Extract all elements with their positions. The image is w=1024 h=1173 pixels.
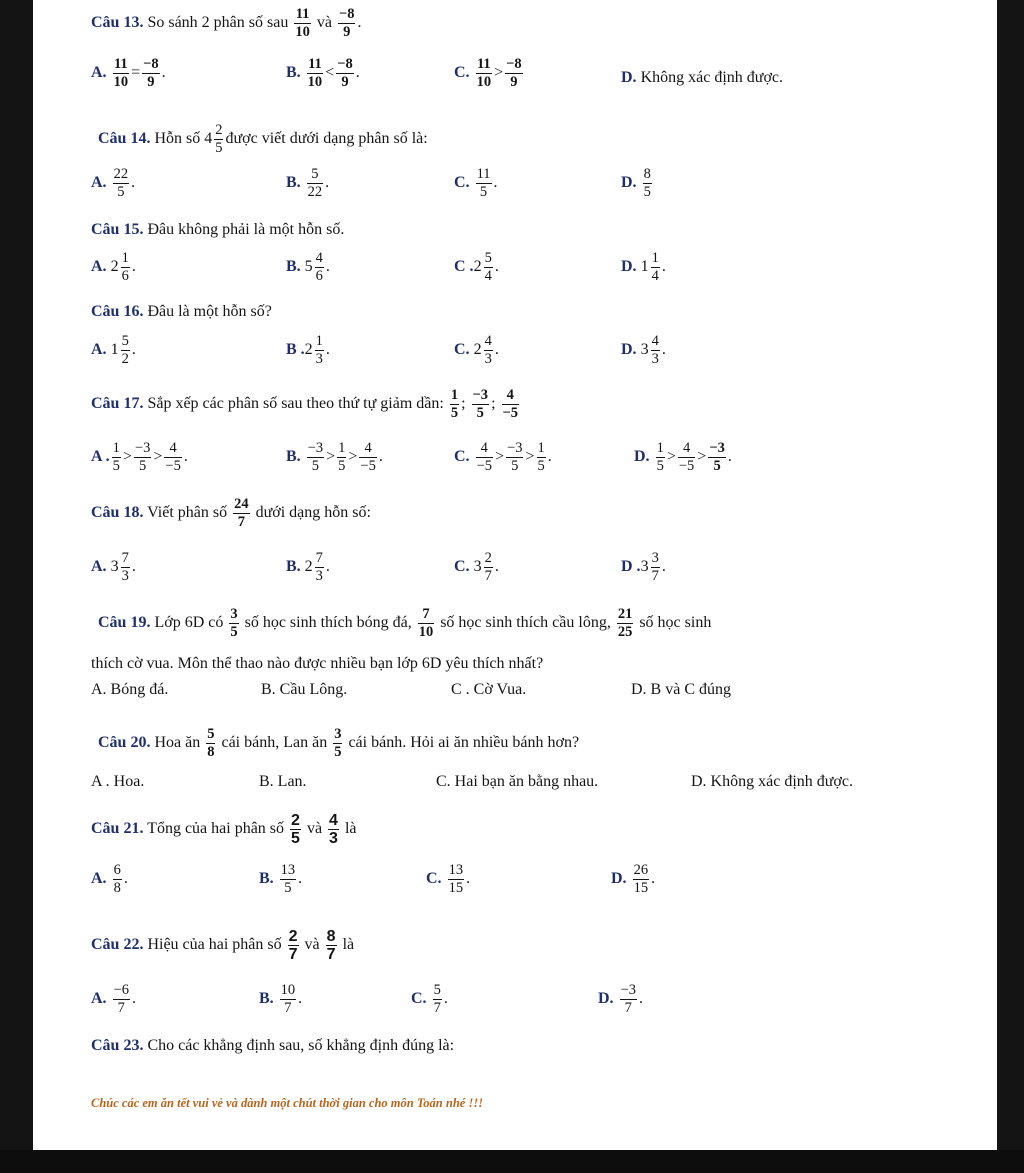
option-b: B. $\frac{11}{10}$ < $\frac{-8}{9}$ . (286, 56, 360, 90)
question-19-line2: thích cờ vua. Môn thể thao nào được nhiều bạn lớp 6D yêu thích nhất? (91, 655, 544, 672)
option-a: A . Hoa. (91, 773, 145, 790)
question-label: Câu 13. (91, 14, 144, 32)
worksheet-page (33, 0, 997, 1150)
option-a: A. 1 $\frac{5}{2}$ . (91, 333, 136, 367)
question-18: Câu 18. Viết phân số $\frac{24}{7}$ dưới dạng hỗn số: (91, 496, 371, 530)
option-b: B. Cầu Lông. (261, 681, 348, 698)
option-a: A. $\frac{11}{10}$ = $\frac{-8}{9}$ . (91, 56, 166, 90)
option-a: A. $\frac{22}{5}$ . (91, 166, 136, 200)
option-b: B. Lan. (259, 773, 307, 790)
option-c: C. 2 $\frac{4}{3}$ . (454, 333, 499, 367)
option-a: A. 2 $\frac{1}{6}$ . (91, 250, 136, 284)
question-19: Câu 19. Lớp 6D có $\frac{3}{5}$ số học sinh thích bóng đá, $\frac{7}{10}$ số học sinh thích cầu lông, $\frac{21}{25}$ số học sinh (98, 606, 712, 640)
option-c: C . Cờ Vua. (451, 681, 527, 698)
option-b: B .2 $\frac{1}{3}$ . (286, 333, 330, 367)
question-13: Câu 13. So sánh 2 phân số sau $\frac{11}{10}$ và $\frac{-8}{9}$ . (91, 6, 362, 40)
option-c: C. 3 $\frac{2}{7}$ . (454, 550, 499, 584)
option-d: D. $\frac{-3}{7}$ . (598, 982, 643, 1016)
question-21: Câu 21. Tổng của hai phân số $\frac{2}{5}$ và $\frac{4}{3}$ là (91, 812, 357, 847)
question-23: Câu 23. Cho các khẳng định sau, số khẳng định đúng là: (91, 1037, 455, 1054)
option-d: D. $\frac{8}{5}$ (621, 166, 651, 200)
option-c: C. Hai bạn ăn bằng nhau. (436, 773, 599, 790)
option-d: D. 3 $\frac{4}{3}$ . (621, 333, 666, 367)
option-b: B. $\frac{-3}{5}$ > $\frac{1}{5}$ > $\frac{4}{-5}$ . (286, 440, 383, 474)
option-b: B. $\frac{10}{7}$ . (259, 982, 303, 1016)
option-d: D. B và C đúng (631, 681, 731, 698)
option-a: A. $\frac{-6}{7}$ . (91, 982, 136, 1016)
option-b: B. 5 $\frac{4}{6}$ . (286, 250, 330, 284)
option-d: D. $\frac{26}{15}$ . (611, 862, 656, 896)
option-a: A. Bóng đá. (91, 681, 169, 698)
fraction: $\frac{-8}{9}$ (338, 6, 355, 40)
option-c: C. $\frac{11}{10}$ > $\frac{-8}{9}$ (454, 56, 522, 90)
option-a: A. $\frac{6}{8}$ . (91, 862, 128, 896)
question-22: Câu 22. Hiệu của hai phân số $\frac{2}{7}$ và $\frac{8}{7}$ là (91, 928, 355, 963)
option-d: D .3 $\frac{3}{7}$ . (621, 550, 666, 584)
bottom-frame (0, 1150, 1024, 1173)
question-text: So sánh 2 phân số sau (147, 14, 289, 32)
option-c: C. $\frac{13}{15}$ . (426, 862, 471, 896)
fraction: $\frac{11}{10}$ (295, 6, 310, 40)
question-20: Câu 20. Hoa ăn $\frac{5}{8}$ cái bánh, Lan ăn $\frac{3}{5}$ cái bánh. Hỏi ai ăn nhiều bánh hơn? (98, 726, 580, 760)
question-14: Câu 14. Hỗn số 4 $\frac{2}{5}$ được viết dưới dạng phân số là: (98, 122, 428, 156)
question-17: Câu 17. Sắp xếp các phân số sau theo thứ tự giảm dần: $\frac{1}{5}$ ; $\frac{-3}{5}$ ; $\frac{4}{-5}$ (91, 387, 519, 421)
option-b: B. 2 $\frac{7}{3}$ . (286, 550, 330, 584)
option-c: C .2 $\frac{5}{4}$ . (454, 250, 499, 284)
option-d: D. Không xác định được. (691, 773, 853, 790)
option-d: D. Không xác định được. (621, 69, 783, 86)
conjunction: và (316, 14, 332, 32)
question-16: Câu 16. Đâu là một hỗn số? (91, 303, 272, 320)
option-a: A . $\frac{1}{5}$ > $\frac{-3}{5}$ > $\frac{4}{-5}$ . (91, 440, 188, 474)
option-b: B. $\frac{13}{5}$ . (259, 862, 303, 896)
option-d: D. 1 $\frac{1}{4}$ . (621, 250, 666, 284)
option-c: C. $\frac{4}{-5}$ > $\frac{-3}{5}$ > $\frac{1}{5}$ . (454, 440, 552, 474)
question-15: Câu 15. Đâu không phải là một hỗn số. (91, 221, 345, 238)
option-d: D. $\frac{1}{5}$ > $\frac{4}{-5}$ > $\frac{-3}{5}$ . (634, 440, 732, 474)
footer-message: Chúc các em ăn tết vui vẻ và dành một chút thời gian cho môn Toán nhé !!! (91, 1096, 484, 1110)
option-c: C. $\frac{5}{7}$ . (411, 982, 448, 1016)
option-c: C. $\frac{11}{5}$ . (454, 166, 498, 200)
option-b: B. $\frac{5}{22}$ . (286, 166, 330, 200)
option-a: A. 3 $\frac{7}{3}$ . (91, 550, 136, 584)
